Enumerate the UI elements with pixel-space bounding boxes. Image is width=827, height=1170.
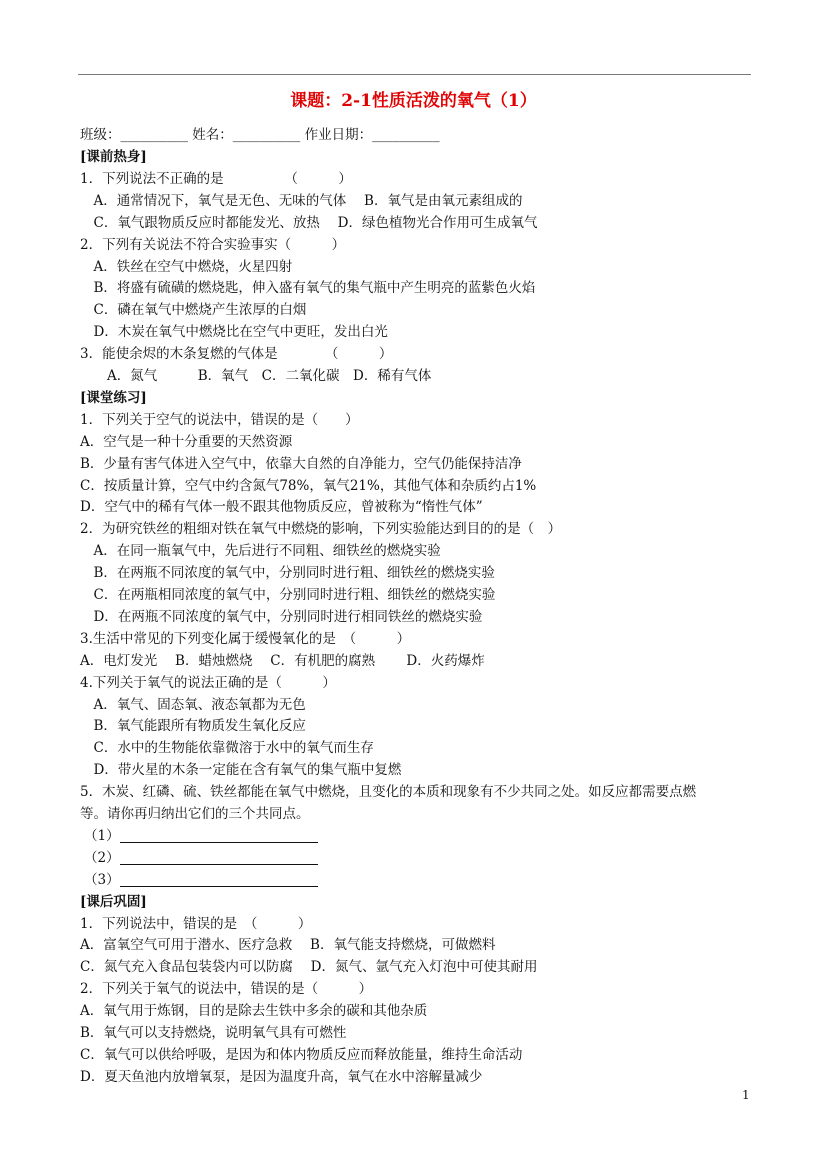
question-line: B．在两瓶不同浓度的氧气中，分别同时进行粗、细铁丝的燃烧实验 — [80, 565, 495, 582]
question-line: A．氧气、固态氧、液态氧都为无色 — [80, 696, 306, 713]
question-line: C．水中的生物能依靠微溶于水中的氧气而生存 — [80, 740, 374, 757]
question-line: A．富氧空气可用于潜水、医疗急救 B．氧气能支持燃烧，可做燃料 — [80, 937, 496, 954]
question-line: D．带火星的木条一定能在含有氧气的集气瓶中复燃 — [80, 762, 402, 779]
question-line: 等。请你再归纳出它们的三个共同点。 — [80, 806, 310, 822]
section-heading: [课前热身] — [80, 149, 147, 165]
answer-blank — [120, 872, 318, 887]
question-line: B．氧气可以支持燃烧，说明氧气具有可燃性 — [80, 1025, 347, 1041]
question-line: D．木炭在氧气中燃烧比在空气中更旺，发出白光 — [80, 324, 388, 341]
question-line: 1．下列说法中，错误的是 （ ） — [80, 915, 312, 932]
answer-blank-line: （2） — [84, 849, 318, 867]
question-line: C．氮气充入食品包装袋内可以防腐 D．氮气、氩气充入灯泡中可使其耐用 — [80, 959, 538, 976]
question-line: C．按质量计算，空气中约含氮气78%，氧气21%，其他气体和杂质约占1% — [80, 477, 537, 494]
question-line: D．空气中的稀有气体一般不跟其他物质反应，曾被称为“惰性气体” — [80, 499, 483, 516]
question-line: 1．下列说法不正确的是 （ ） — [80, 170, 352, 187]
question-line: A．铁丝在空气中燃烧，火星四射 — [80, 258, 293, 275]
question-line: A．电灯发光 B．蜡烛燃烧 C．有机肥的腐熟 D．火药爆炸 — [80, 652, 485, 669]
question-line: C．氧气跟物质反应时都能发光、放热 D．绿色植物光合作用可生成氧气 — [80, 214, 538, 231]
page-number: 1 — [742, 1088, 750, 1102]
question-line: A．空气是一种十分重要的天然资源 — [80, 433, 293, 450]
question-line: 3．能使余烬的木条复燃的气体是 （ ） — [80, 346, 393, 363]
question-line: 2．下列有关说法不符合实验事实（ ） — [80, 236, 346, 253]
question-line: C．磷在氧气中燃烧产生浓厚的白烟 — [80, 302, 307, 319]
question-line: A．在同一瓶氧气中，先后进行不同粗、细铁丝的燃烧实验 — [80, 543, 441, 560]
answer-blank-line: （3） — [84, 871, 318, 889]
section-heading: [课后巩固] — [80, 893, 147, 910]
question-line: A．氧气用于炼钢，目的是除去生铁中多余的碳和其他杂质 — [80, 1003, 428, 1020]
question-line: D．在两瓶不同浓度的氧气中，分别同时进行相同铁丝的燃烧实验 — [80, 608, 483, 625]
question-line: A．通常情况下，氧气是无色、无味的气体 B．氧气是由氧元素组成的 — [80, 192, 523, 209]
question-line: 5．木炭、红磷、硫、铁丝都能在氧气中燃烧，且变化的本质和现象有不少共同之处。如反应都需要点燃 — [80, 784, 697, 801]
header-rule — [78, 74, 751, 75]
question-line: B．氧气能跟所有物质发生氧化反应 — [80, 718, 306, 735]
question-line: 2．为研究铁丝的粗细对铁在氧气中燃烧的影响，下列实验能达到目的的是（ ） — [80, 521, 562, 538]
question-line: B．少量有害气体进入空气中，依靠大自然的自净能力，空气仍能保持洁净 — [80, 455, 522, 472]
question-line: A．氮气 B．氧气 C．二氧化碳 D．稀有气体 — [80, 368, 432, 384]
question-line: D．夏天鱼池内放增氧泵，是因为温度升高，氧气在水中溶解量减少 — [80, 1068, 483, 1085]
answer-blank-line: （1） — [84, 827, 318, 845]
question-line: B．将盛有硫磺的燃烧匙，伸入盛有氧气的集气瓶中产生明亮的蓝紫色火焰 — [80, 280, 536, 297]
answer-blank — [120, 850, 318, 865]
question-line: 4.下列关于氧气的说法正确的是（ ） — [80, 674, 336, 691]
question-line: C．在两瓶相同浓度的氧气中，分别同时进行粗、细铁丝的燃烧实验 — [80, 587, 496, 603]
answer-blank — [120, 828, 318, 843]
question-line: 1．下列关于空气的说法中，错误的是（ ） — [80, 411, 359, 428]
question-line: 2．下列关于氧气的说法中，错误的是（ ） — [80, 981, 373, 998]
question-line: 3.生活中常见的下列变化属于缓慢氧化的是 （ ） — [80, 630, 411, 647]
section-heading: [课堂练习] — [80, 389, 147, 406]
question-line: C．氧气可以供给呼吸，是因为和体内物质反应而释放能量，维持生命活动 — [80, 1046, 523, 1063]
student-info-line: 班级：__________ 姓名：__________ 作业日期：__________ — [80, 127, 440, 143]
page-title: 课题：2-1性质活泼的氧气（1） — [290, 91, 537, 111]
